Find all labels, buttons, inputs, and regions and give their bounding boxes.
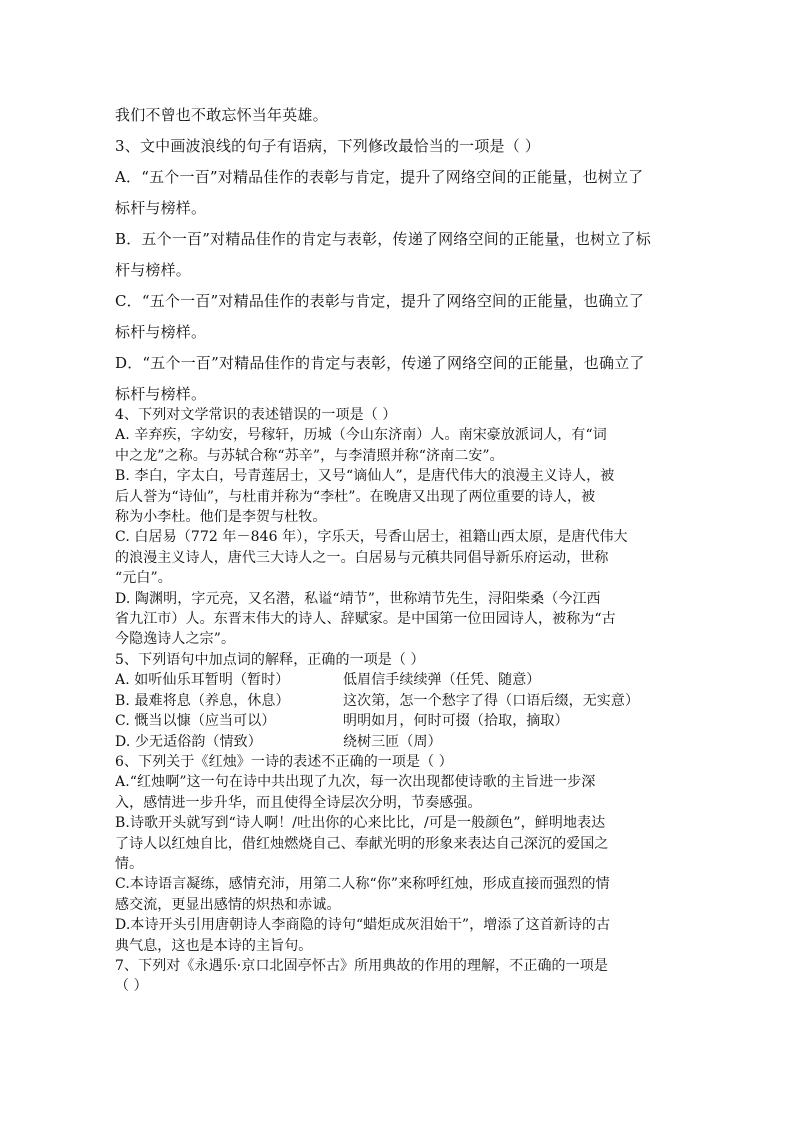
text-line: D. 陶渊明，字元亮，又名潜，私谥“靖节”，世称靖节先生，浔阳柴桑（今江西 xyxy=(115,590,601,607)
option-left: C. 慨当以慷（应当可以） xyxy=(115,713,276,730)
question-4 xyxy=(115,405,680,650)
text-line: “元白”。 xyxy=(115,570,172,587)
question-6 xyxy=(115,752,680,956)
option-left: D. 少无适俗韵（情致） xyxy=(115,733,262,750)
text-line: 入，感情进一步升华，而且使得全诗层次分明，节奏感强。 xyxy=(115,794,482,811)
option-row xyxy=(115,711,680,731)
option-left: B. 最难将息（养息，休息） xyxy=(115,692,290,709)
option-c-cont: 标杆与榜样。 xyxy=(115,323,207,341)
answer-blank: （ ） xyxy=(115,978,148,995)
text-line: A. 辛弃疾，字幼安，号稼轩，历城（今山东济南）人。南宋豪放派词人，有“词 xyxy=(115,427,607,444)
question-3-stem: 3、文中画波浪线的句子有语病，下列修改最恰当的一项是（ ） xyxy=(115,137,541,155)
text-line: 情。 xyxy=(115,855,144,872)
question-6-stem: 6、下列关于《红烛》一诗的表述不正确的一项是（ ） xyxy=(115,753,453,770)
question-5 xyxy=(115,650,680,752)
text-line: C.本诗语言凝练，感情充沛，用第二人称“你”来称呼红烛，形成直接而强烈的情 xyxy=(115,876,610,893)
text-line: 我们不曾也不敢忘怀当年英雄。 xyxy=(115,106,328,124)
option-b: B．五个一百”对精品佳作的肯定与表彰，传递了网络空间的正能量，也树立了标 xyxy=(115,230,651,248)
question-7-stem: 7、下列对《永遇乐·京口北固亭怀古》所用典故的作用的理解，不正确的一项是 xyxy=(115,957,608,974)
text-line: 的浪漫主义诗人，唐代三大诗人之一。白居易与元稹共同倡导新乐府运动，世称 xyxy=(115,549,609,566)
option-row xyxy=(115,670,680,690)
option-d-cont: 标杆与榜样。 xyxy=(115,385,207,403)
option-row xyxy=(115,732,680,752)
questions-4-to-7-block xyxy=(115,405,680,997)
option-row xyxy=(115,691,680,711)
text-line: B.诗歌开头就写到“诗人啊！/吐出你的心来比比，/可是一般颜色”，鲜明地表达 xyxy=(115,815,606,832)
question-3-block xyxy=(115,100,680,410)
option-c: C．“五个一百”对精品佳作的表彰与肯定，提升了网络空间的正能量，也确立了 xyxy=(115,292,645,310)
option-right: 低眉信手续续弹（任凭、随意） xyxy=(343,672,541,689)
text-line: 今隐逸诗人之宗”。 xyxy=(115,631,236,648)
text-line: 典气息，这也是本诗的主旨句。 xyxy=(115,937,313,954)
question-7 xyxy=(115,956,680,997)
option-d: D．“五个一百”对精品佳作的肯定与表彰，传递了网络空间的正能量，也确立了 xyxy=(115,354,645,372)
question-5-stem: 5、下列语句中加点词的解释，正确的一项是（ ） xyxy=(115,651,425,668)
option-right: 明明如月，何时可掇（拾取，摘取） xyxy=(343,713,569,730)
text-line: 后人誉为“诗仙”，与杜甫并称为“李杜”。在晚唐又出现了两位重要的诗人，被 xyxy=(115,488,596,505)
option-right: 这次第，怎一个愁字了得（口语后缀，无实意） xyxy=(343,692,640,709)
text-line: 中之龙”之称。与苏轼合称“苏辛”，与李清照并称“济南二安”。 xyxy=(115,447,504,464)
option-left: A. 如听仙乐耳暂明（暂时） xyxy=(115,672,290,689)
text-line: A.“红烛啊”这一句在诗中共出现了九次，每一次出现都使诗歌的主旨进一步深 xyxy=(115,774,596,791)
option-b-cont: 杆与榜样。 xyxy=(115,261,192,279)
text-line: 感交流，更显出感情的炽热和赤诚。 xyxy=(115,896,341,913)
option-a: A．“五个一百”对精品佳作的表彰与肯定，提升了网络空间的正能量，也树立了 xyxy=(115,168,644,186)
text-line: 省九江市）人。东晋末伟大的诗人、辞赋家。是中国第一位田园诗人，被称为“古 xyxy=(115,611,616,628)
text-line: 了诗人以红烛自比，借红烛燃烧自己、奉献光明的形象来表达自己深沉的爱国之 xyxy=(115,835,609,852)
text-line: B. 李白，字太白，号青莲居士，又号“谪仙人”，是唐代伟大的浪漫主义诗人，被 xyxy=(115,468,615,485)
text-line: C. 白居易（772 年－846 年），字乐天，号香山居士，祖籍山西太原，是唐代伟大 xyxy=(115,529,628,546)
text-line: D.本诗开头引用唐朝诗人李商隐的诗句“蜡炬成灰泪始干”，增添了这首新诗的古 xyxy=(115,917,611,934)
question-4-stem: 4、下列对文学常识的表述错误的一项是（ ） xyxy=(115,407,397,423)
text-line: 称为小李杜。他们是李贺与杜牧。 xyxy=(115,509,327,526)
option-a-cont: 标杆与榜样。 xyxy=(115,199,207,217)
option-right: 绕树三匝（周） xyxy=(343,733,442,750)
